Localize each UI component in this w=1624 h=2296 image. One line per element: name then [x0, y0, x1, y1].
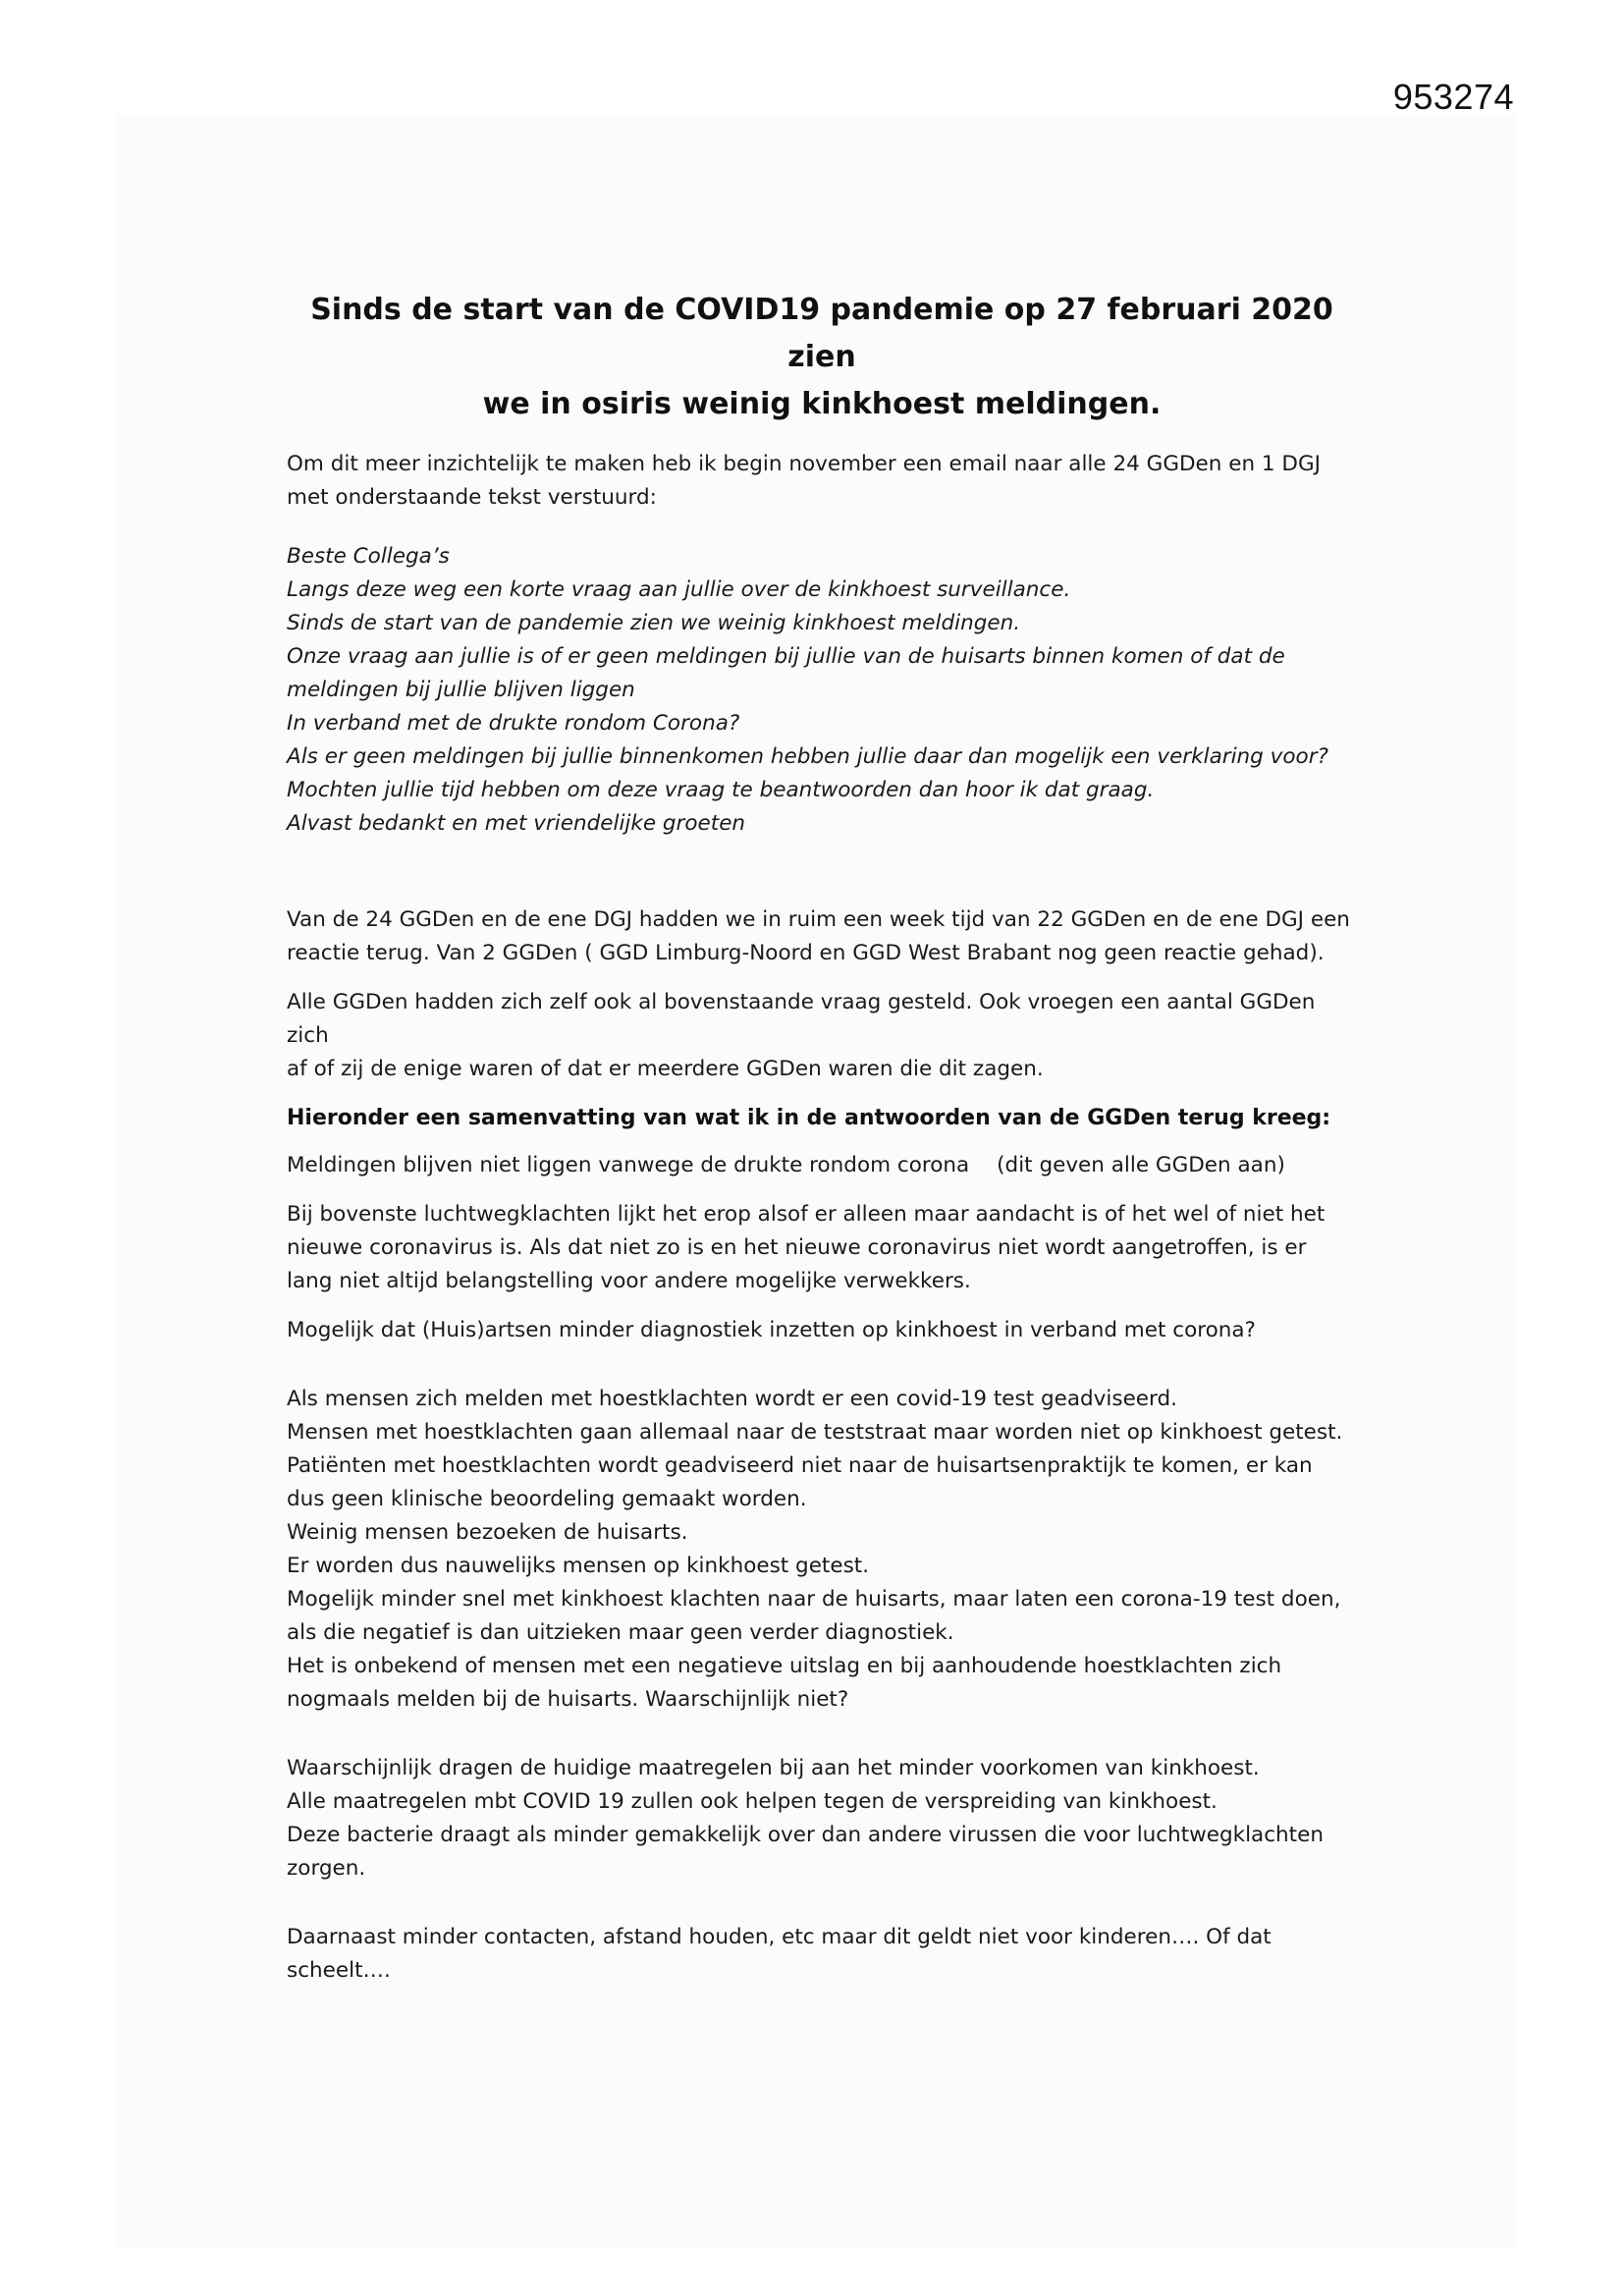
summary-heading: Hieronder een samenvatting van wat ik in de antwoorden van de GGDen terug kreeg: — [287, 1106, 1331, 1130]
email-line: Sinds de start van de pandemie zien we weinig kinkhoest meldingen. — [287, 611, 1021, 635]
email-line: Als er geen meldingen bij jullie binnenkomen hebben jullie daar dan mogelijk een verklaring voor? — [287, 744, 1328, 769]
summary-line: nieuwe coronavirus is. Als dat niet zo is en het nieuwe coronavirus niet wordt aangetroffen, is er — [287, 1235, 1307, 1260]
intro-line-2: met onderstaande tekst verstuurd: — [287, 485, 657, 510]
summary-paragraph-1 — [287, 1149, 1357, 1182]
summary-line: Patiënten met hoestklachten wordt geadviseerd niet naar de huisartsenpraktijk te komen, er kan — [287, 1453, 1313, 1478]
summary-line: Mogelijk minder snel met kinkhoest klachten naar de huisarts, maar laten een corona-19 test doen, — [287, 1587, 1341, 1612]
summary-line: dus geen klinische beoordeling gemaakt worden. — [287, 1487, 807, 1511]
summary-line: zorgen. — [287, 1856, 366, 1881]
email-quote — [287, 540, 1357, 841]
summary-line: Daarnaast minder contacten, afstand houden, etc maar dit geldt niet voor kinderen…. Of dat — [287, 1925, 1272, 1949]
summary-line: lang niet altijd belangstelling voor andere mogelijke verwekkers. — [287, 1269, 971, 1293]
summary-line: Alle maatregelen mbt COVID 19 zullen ook helpen tegen de verspreiding van kinkhoest. — [287, 1789, 1218, 1814]
summary-line: Bij bovenste luchtwegklachten lijkt het erop alsof er alleen maar aandacht is of het wel of niet het — [287, 1202, 1326, 1227]
summary-paragraph-2 — [287, 1198, 1357, 1298]
document-body — [287, 287, 1357, 1988]
summary-line: Weinig mensen bezoeken de huisarts. — [287, 1520, 688, 1545]
summary-p1-main: Meldingen blijven niet liggen vanwege de drukte rondom corona — [287, 1153, 970, 1177]
email-line: Onze vraag aan jullie is of er geen meldingen bij jullie van de huisarts binnen komen of dat de — [287, 644, 1285, 669]
response-line-2: reactie terug. Van 2 GGDen ( GGD Limburg-Noord en GGD West Brabant nog geen reactie gehad). — [287, 941, 1325, 965]
email-line: Beste Collega’s — [287, 544, 450, 569]
question-paragraph — [287, 986, 1357, 1086]
summary-paragraph-5 — [287, 1752, 1357, 1886]
question-line-2: af of zij de enige waren of dat er meerdere GGDen waren die dit zagen. — [287, 1057, 1044, 1081]
summary-line: Het is onbekend of mensen met een negatieve uitslag en bij aanhoudende hoestklachten zich — [287, 1654, 1282, 1678]
summary-paragraph-3: Mogelijk dat (Huis)artsen minder diagnostiek inzetten op kinkhoest in verband met corona? — [287, 1318, 1256, 1342]
email-line: Alvast bedankt en met vriendelijke groeten — [287, 811, 746, 836]
summary-line: als die negatief is dan uitzieken maar geen verder diagnostiek. — [287, 1620, 954, 1645]
question-line-1: Alle GGDen hadden zich zelf ook al bovenstaande vraag gesteld. Ook vroegen een aantal GGDen zich — [287, 990, 1316, 1048]
summary-line: scheelt…. — [287, 1958, 391, 1983]
intro-line-1: Om dit meer inzichtelijk te maken heb ik begin november een email naar alle 24 GGDen en 1 DGJ — [287, 452, 1321, 476]
summary-line: Deze bacterie draagt als minder gemakkelijk over dan andere virussen die voor luchtwegklachten — [287, 1823, 1324, 1847]
summary-line: Waarschijnlijk dragen de huidige maatregelen bij aan het minder voorkomen van kinkhoest. — [287, 1756, 1260, 1780]
title-line-1: Sinds de start van de COVID19 pandemie op 27 februari 2020 zien — [310, 293, 1333, 374]
summary-p1-note: (dit geven alle GGDen aan) — [997, 1153, 1285, 1177]
summary-line: nogmaals melden bij de huisarts. Waarschijnlijk niet? — [287, 1687, 849, 1712]
response-line-1: Van de 24 GGDen en de ene DGJ hadden we in ruim een week tijd van 22 GGDen en de ene DGJ een — [287, 907, 1350, 932]
email-line: meldingen bij jullie blijven liggen — [287, 678, 635, 702]
title-line-2: we in osiris weinig kinkhoest meldingen. — [482, 387, 1162, 421]
email-line: Mochten jullie tijd hebben om deze vraag te beantwoorden dan hoor ik dat graag. — [287, 778, 1155, 802]
summary-paragraph-4 — [287, 1383, 1357, 1717]
summary-line: Er worden dus nauwelijks mensen op kinkhoest getest. — [287, 1554, 870, 1578]
intro-paragraph — [287, 448, 1357, 515]
response-paragraph — [287, 903, 1357, 970]
page-title — [287, 287, 1357, 428]
summary-paragraph-6 — [287, 1921, 1357, 1988]
email-line: In verband met de drukte rondom Corona? — [287, 711, 740, 736]
summary-line: Mensen met hoestklachten gaan allemaal naar de teststraat maar worden niet op kinkhoest getest. — [287, 1420, 1343, 1445]
email-line: Langs deze weg een korte vraag aan jullie over de kinkhoest surveillance. — [287, 577, 1071, 602]
summary-line: Als mensen zich melden met hoestklachten wordt er een covid-19 test geadviseerd. — [287, 1387, 1177, 1411]
document-id: 953274 — [1392, 77, 1514, 117]
